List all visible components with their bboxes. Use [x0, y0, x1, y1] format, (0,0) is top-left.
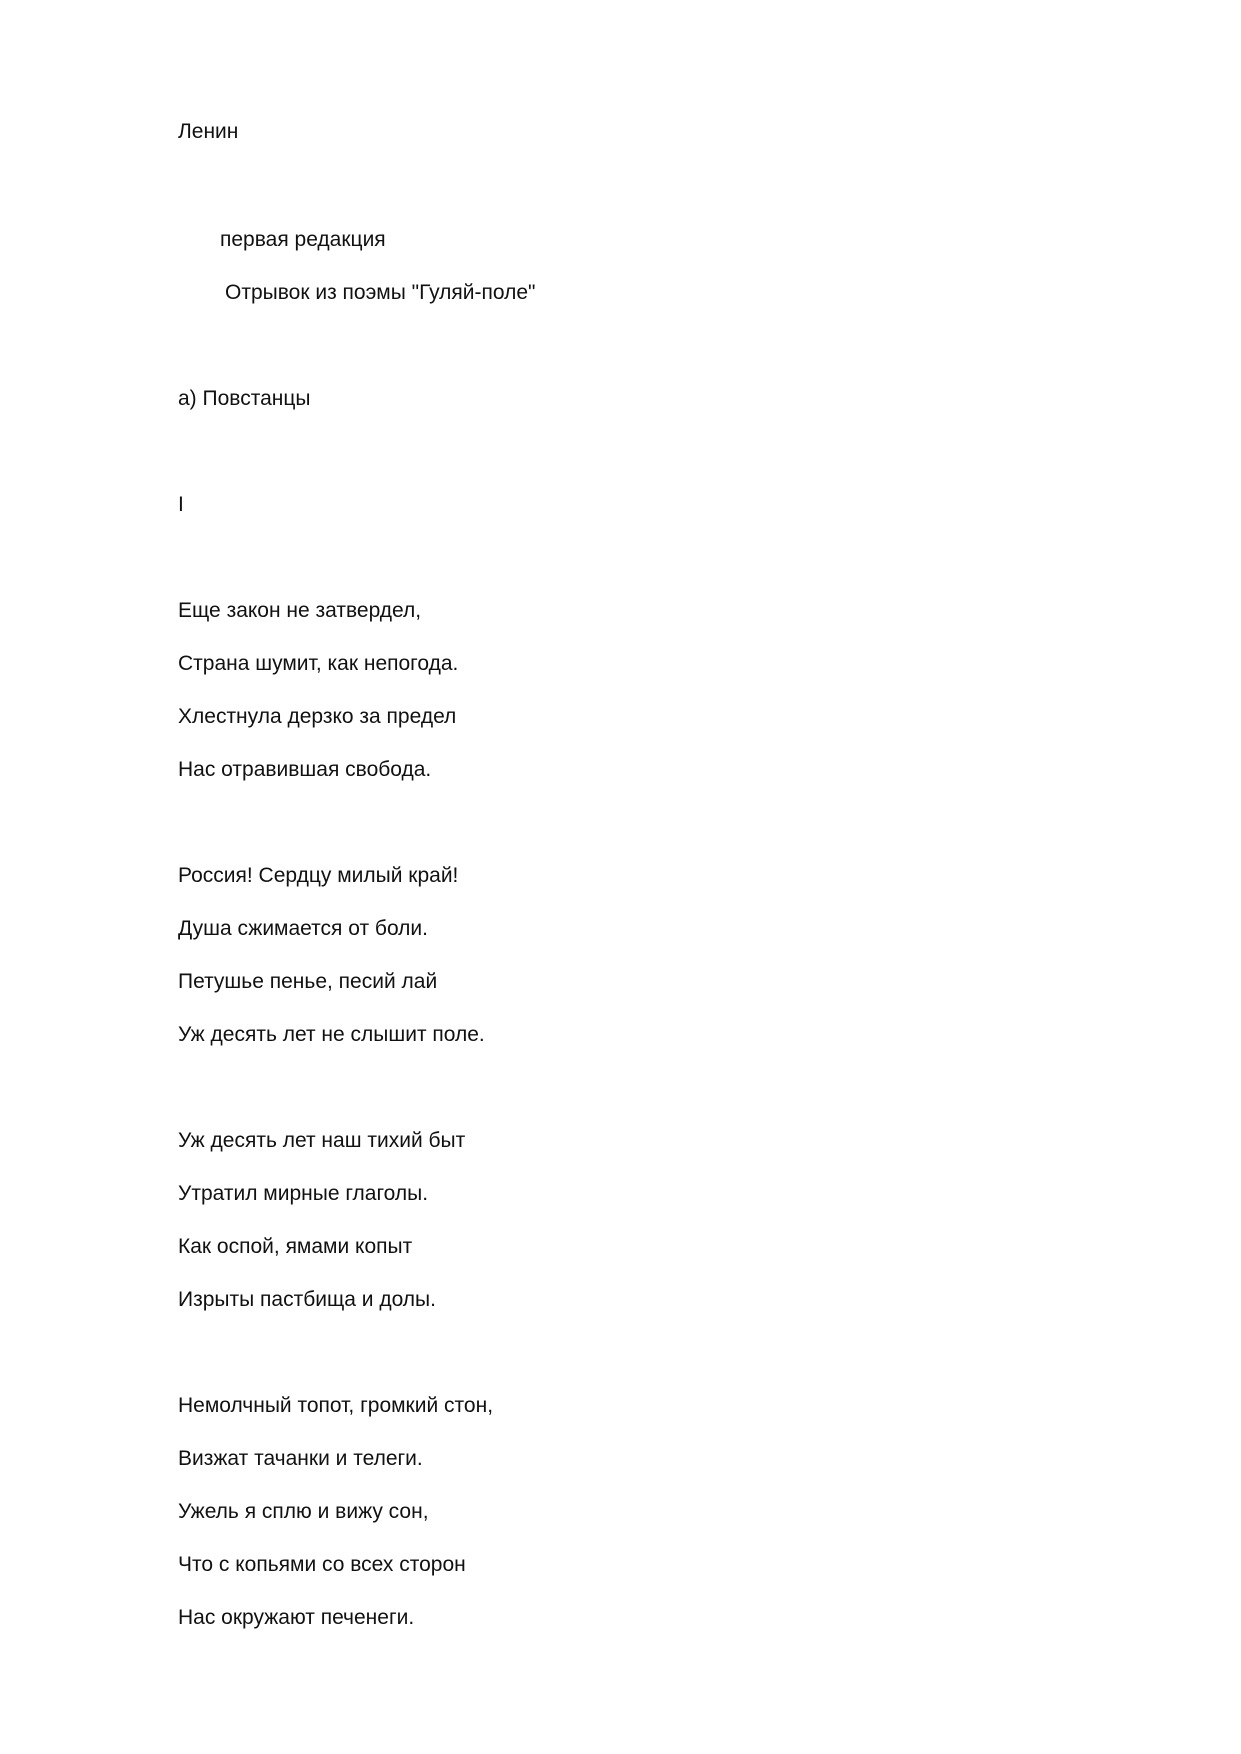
- verse-line: Россия! Сердцу милый край!: [178, 864, 459, 887]
- verse-line: Страна шумит, как непогода.: [178, 652, 459, 675]
- part-number: I: [178, 493, 184, 516]
- verse-line: Визжат тачанки и телеги.: [178, 1447, 423, 1470]
- verse-line: Еще закон не затвердел,: [178, 599, 422, 622]
- verse-line: Ужель я сплю и вижу сон,: [178, 1500, 429, 1523]
- verse-line: Утратил мирные глаголы.: [178, 1182, 429, 1205]
- poem-title: Ленин: [178, 120, 239, 143]
- edition-note: первая редакция: [220, 228, 386, 251]
- verse-line: Что с копьями со всех сторон: [178, 1553, 466, 1576]
- verse-line: Хлестнула дерзко за предел: [178, 705, 457, 728]
- excerpt-note: Отрывок из поэмы "Гуляй-поле": [225, 281, 536, 304]
- verse-line: Изрыты пастбища и долы.: [178, 1288, 436, 1311]
- verse-line: Душа сжимается от боли.: [178, 917, 428, 940]
- verse-line: Нас окружают печенеги.: [178, 1606, 415, 1629]
- verse-line: Петушье пенье, песий лай: [178, 970, 438, 993]
- verse-line: Немолчный топот, громкий стон,: [178, 1394, 494, 1417]
- verse-line: Как оспой, ямами копыт: [178, 1235, 413, 1258]
- section-heading: а) Повстанцы: [178, 387, 311, 410]
- verse-line: Нас отравившая свобода.: [178, 758, 432, 781]
- verse-line: Уж десять лет не слышит поле.: [178, 1023, 485, 1046]
- verse-line: Уж десять лет наш тихий быт: [178, 1129, 466, 1152]
